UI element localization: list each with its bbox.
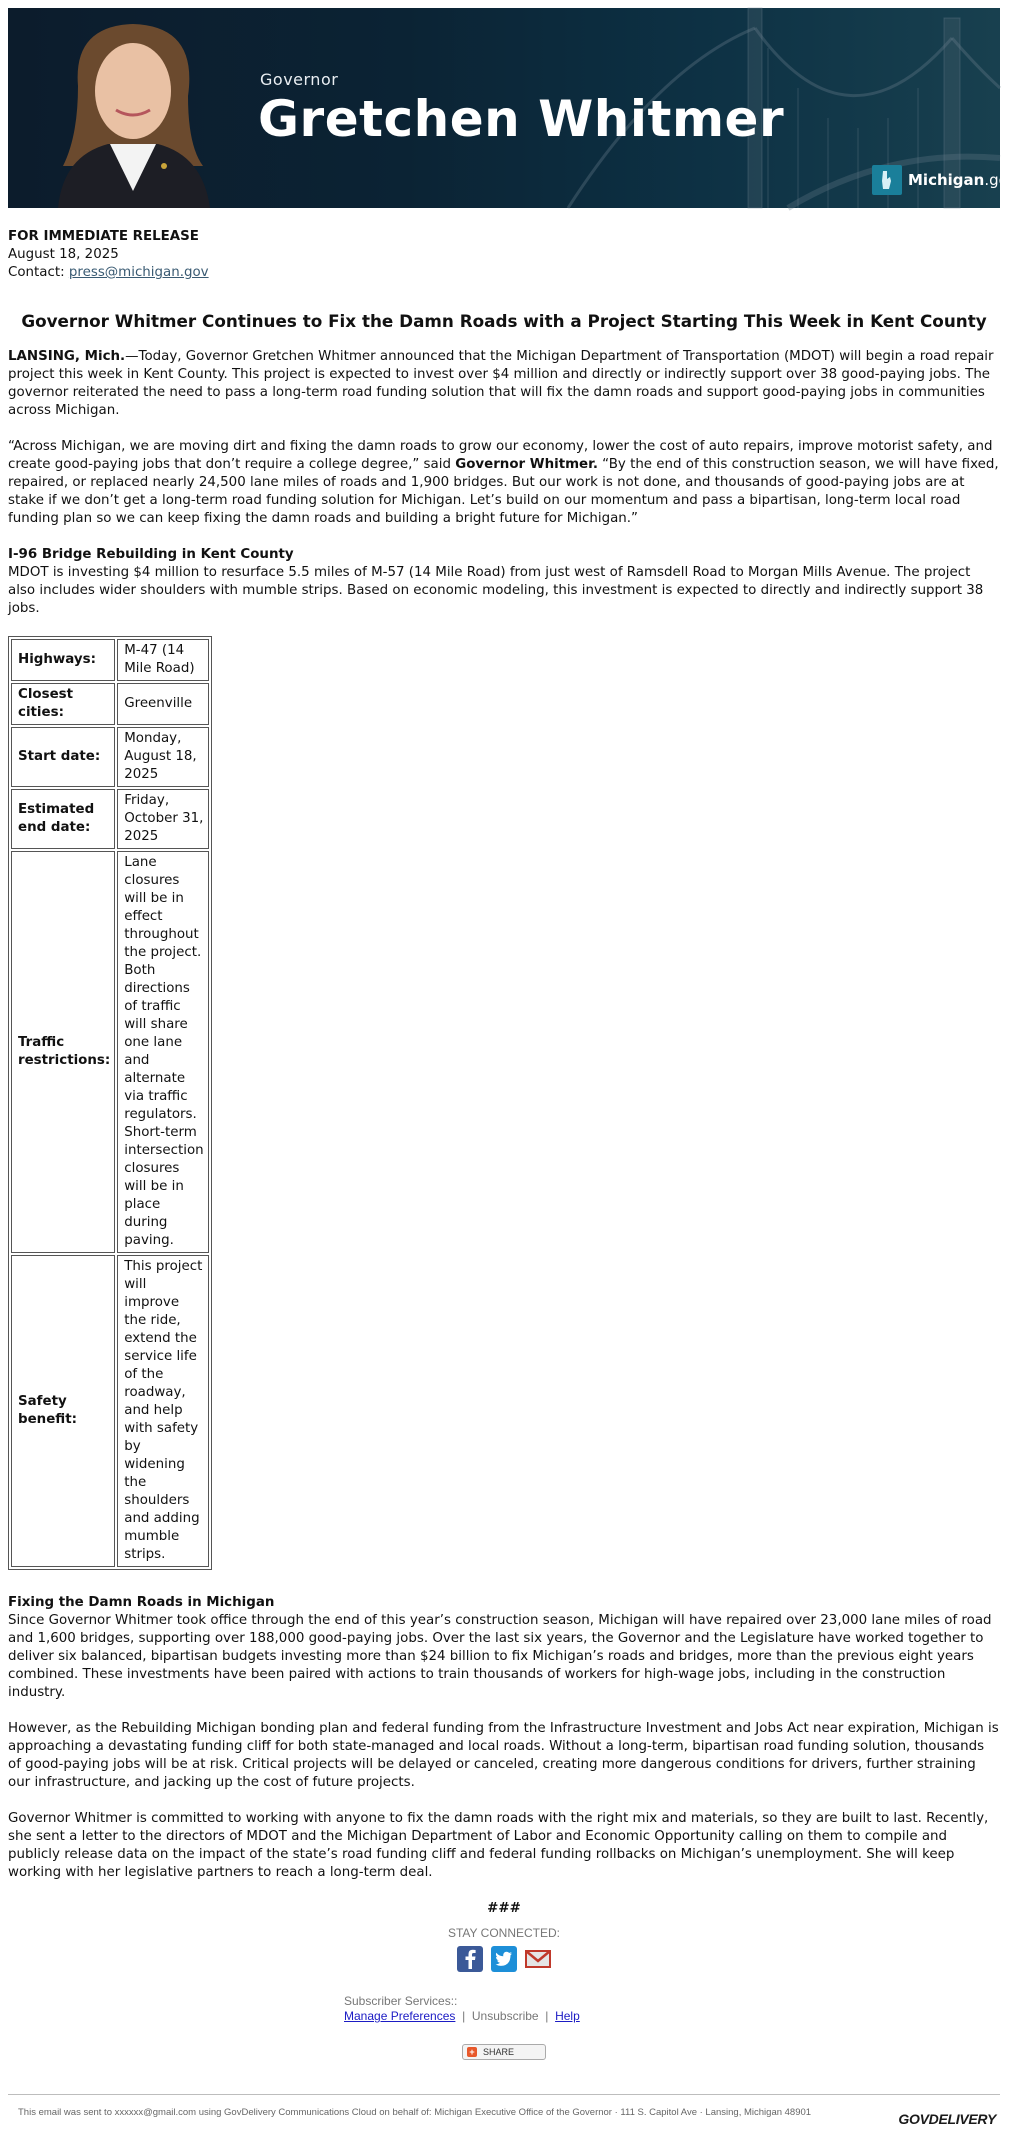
governor-label: Governor <box>260 70 339 89</box>
subscriber-services <box>344 1994 1000 2024</box>
table-key: Closest cities: <box>11 683 115 725</box>
table-key: Traffic restrictions: <box>11 851 115 1253</box>
section-heading-fixing-roads: Fixing the Damn Roads in Michigan <box>8 1595 275 1610</box>
footer-disclaimer: This email was sent to xxxxxx@gmail.com using GovDelivery Communications Cloud on behalf of: Michigan Executive Office of the Governor · 111 S. Capitol Ave · Lansing, Michigan 48901 <box>18 2107 812 2118</box>
share-button[interactable] <box>462 2044 546 2060</box>
manage-preferences-link[interactable]: Manage Preferences <box>344 2009 456 2023</box>
stay-connected-label: STAY CONNECTED: <box>447 1926 560 1940</box>
release-contact <box>8 264 1000 282</box>
table-row <box>11 851 209 1253</box>
table-value: This project will improve the ride, extend the service life of the roadway, and help with safety by widening the shoulders and adding mumble strips. <box>117 1255 208 1567</box>
end-mark: ### <box>487 1901 521 1916</box>
intro-text: —Today, Governor Gretchen Whitmer announced that the Michigan Department of Transportation (MDOT) will begin a road repair project this week in Kent County. This project is expected to invest over $4 million and directly or indirectly support over 38 good-paying jobs. The governor reiterated the need to pass a long-term road funding solution that will fix the damn roads and support good-paying jobs in communities across Michigan. <box>8 349 994 418</box>
paragraph-fixing-roads-2: However, as the Rebuilding Michigan bonding plan and federal funding from the Infrastructure Investment and Jobs Act near expiration, Michigan is approaching a devastating funding cliff for both state-managed and local roads. Without a long-term, bipartisan road funding solution, thousands of good-paying jobs will be at risk. Critical projects will be delayed or canceled, creating more dangerous conditions for drivers, further straining our infrastructure, and jacking up the cost of future projects. <box>8 1721 999 1790</box>
govdelivery-logo[interactable]: GOVDELIVERY <box>898 2111 996 2127</box>
share-plus-icon: + <box>467 2047 477 2057</box>
section-heading-bridge: I-96 Bridge Rebuilding in Kent County <box>8 547 294 562</box>
facebook-icon[interactable] <box>457 1946 483 1972</box>
governor-name: Gretchen Whitmer <box>258 90 785 148</box>
table-key: Highways: <box>11 639 115 681</box>
michigan-logo-text: Michigan <box>908 171 985 189</box>
help-link[interactable]: Help <box>555 2009 580 2023</box>
separator: | <box>458 2009 469 2023</box>
email-icon[interactable] <box>525 1946 551 1972</box>
paragraph-fixing-roads-3: Governor Whitmer is committed to working with anyone to fix the damn roads with the right mix and materials, so they are built to last. Recently, she sent a letter to the directors of MDOT and the Michigan Department of Labor and Economic Opportunity calling on them to compile and publicly release data on the impact of the state’s road funding cliff and federal funding rollbacks on Michigan’s unemployment. She will keep working with her legislative partners to reach a long-term deal. <box>8 1811 989 1880</box>
share-label: SHARE <box>483 2047 515 2057</box>
project-details-table <box>8 636 212 1570</box>
headline: Governor Whitmer Continues to Fix the Damn Roads with a Project Starting This Week in Kent County <box>21 311 987 331</box>
social-links <box>8 1946 1000 1972</box>
table-row <box>11 639 209 681</box>
table-key: Start date: <box>11 727 115 787</box>
unsubscribe-link[interactable]: Unsubscribe <box>471 2009 539 2023</box>
table-value: M-47 (14 Mile Road) <box>117 639 208 681</box>
table-value: Friday, October 31, 2025 <box>117 789 208 849</box>
quote-speaker: Governor Whitmer. <box>455 457 598 472</box>
paragraph-intro <box>8 348 1000 420</box>
michigan-state-icon <box>872 165 902 195</box>
quote-part-a: “Across Michigan, we are moving dirt and fixing the damn roads to grow our economy, lower the cost of auto repairs, improve motorist safety, and create good-paying jobs that don’t require a college degree,” said <box>8 439 993 472</box>
table-key: Safety benefit: <box>11 1255 115 1567</box>
quote-part-b: “By the end of this construction season, we will have fixed, repaired, or replaced nearly 24,500 lane miles of roads and 1,900 bridges. But our work is not done, and thousands of good-paying jobs are at stake if we don’t get a long-term road funding solution for Michigan. Let’s build on our momentum and pass a bipartisan, long-term local road funding plan so we can keep fixing the damn roads and building a bright future for Michigan.” <box>8 457 999 526</box>
subscriber-label: Subscriber Services:: <box>344 1994 458 2008</box>
table-key: Estimated end date: <box>11 789 115 849</box>
table-value: Monday, August 18, 2025 <box>117 727 208 787</box>
table-row <box>11 1255 209 1567</box>
footer-bar <box>8 2095 1000 2135</box>
governor-portrait <box>38 16 228 208</box>
table-row <box>11 789 209 849</box>
contact-email-link[interactable]: press@michigan.gov <box>68 265 209 280</box>
release-date: August 18, 2025 <box>8 247 119 262</box>
paragraph-fixing-roads-1: Since Governor Whitmer took office through the end of this year’s construction season, Michigan will have repaired over 23,000 lane miles of road and 1,600 bridges, supporting over 188,000 good-paying jobs. Over the last six years, the Governor and the Legislature have worked together to deliver six balanced, bipartisan budgets investing more than $24 billion to fix Michigan’s roads and bridges, more than the previous eight years combined. These investments have been paired with actions to train thousands of workers for high-wage jobs, including in the construction industry. <box>8 1613 992 1700</box>
release-label: FOR IMMEDIATE RELEASE <box>8 229 199 244</box>
michigan-gov-logo[interactable] <box>872 164 1017 196</box>
table-value: Greenville <box>117 683 208 725</box>
press-release-body <box>8 208 1000 1918</box>
table-row <box>11 683 209 725</box>
table-value: Lane closures will be in effect throughout the project. Both directions of traffic will share one lane and alternate via traffic regulators. Short-term intersection closures will be in place during paving. <box>117 851 208 1253</box>
separator: | <box>541 2009 552 2023</box>
twitter-icon[interactable] <box>491 1946 517 1972</box>
governor-banner <box>8 8 1017 208</box>
dateline: LANSING, Mich. <box>8 349 126 364</box>
section-text-bridge: MDOT is investing $4 million to resurface 5.5 miles of M-57 (14 Mile Road) from just west of Ramsdell Road to Morgan Mills Avenue. The project also includes wider shoulders with mumble strips. Based on economic modeling, this investment is expected to directly and indirectly support 38 jobs. <box>8 565 984 616</box>
paragraph-quote <box>8 438 1000 528</box>
table-row <box>11 727 209 787</box>
contact-label: Contact: <box>8 265 65 280</box>
michigan-logo-suffix: .gov <box>984 171 1017 189</box>
